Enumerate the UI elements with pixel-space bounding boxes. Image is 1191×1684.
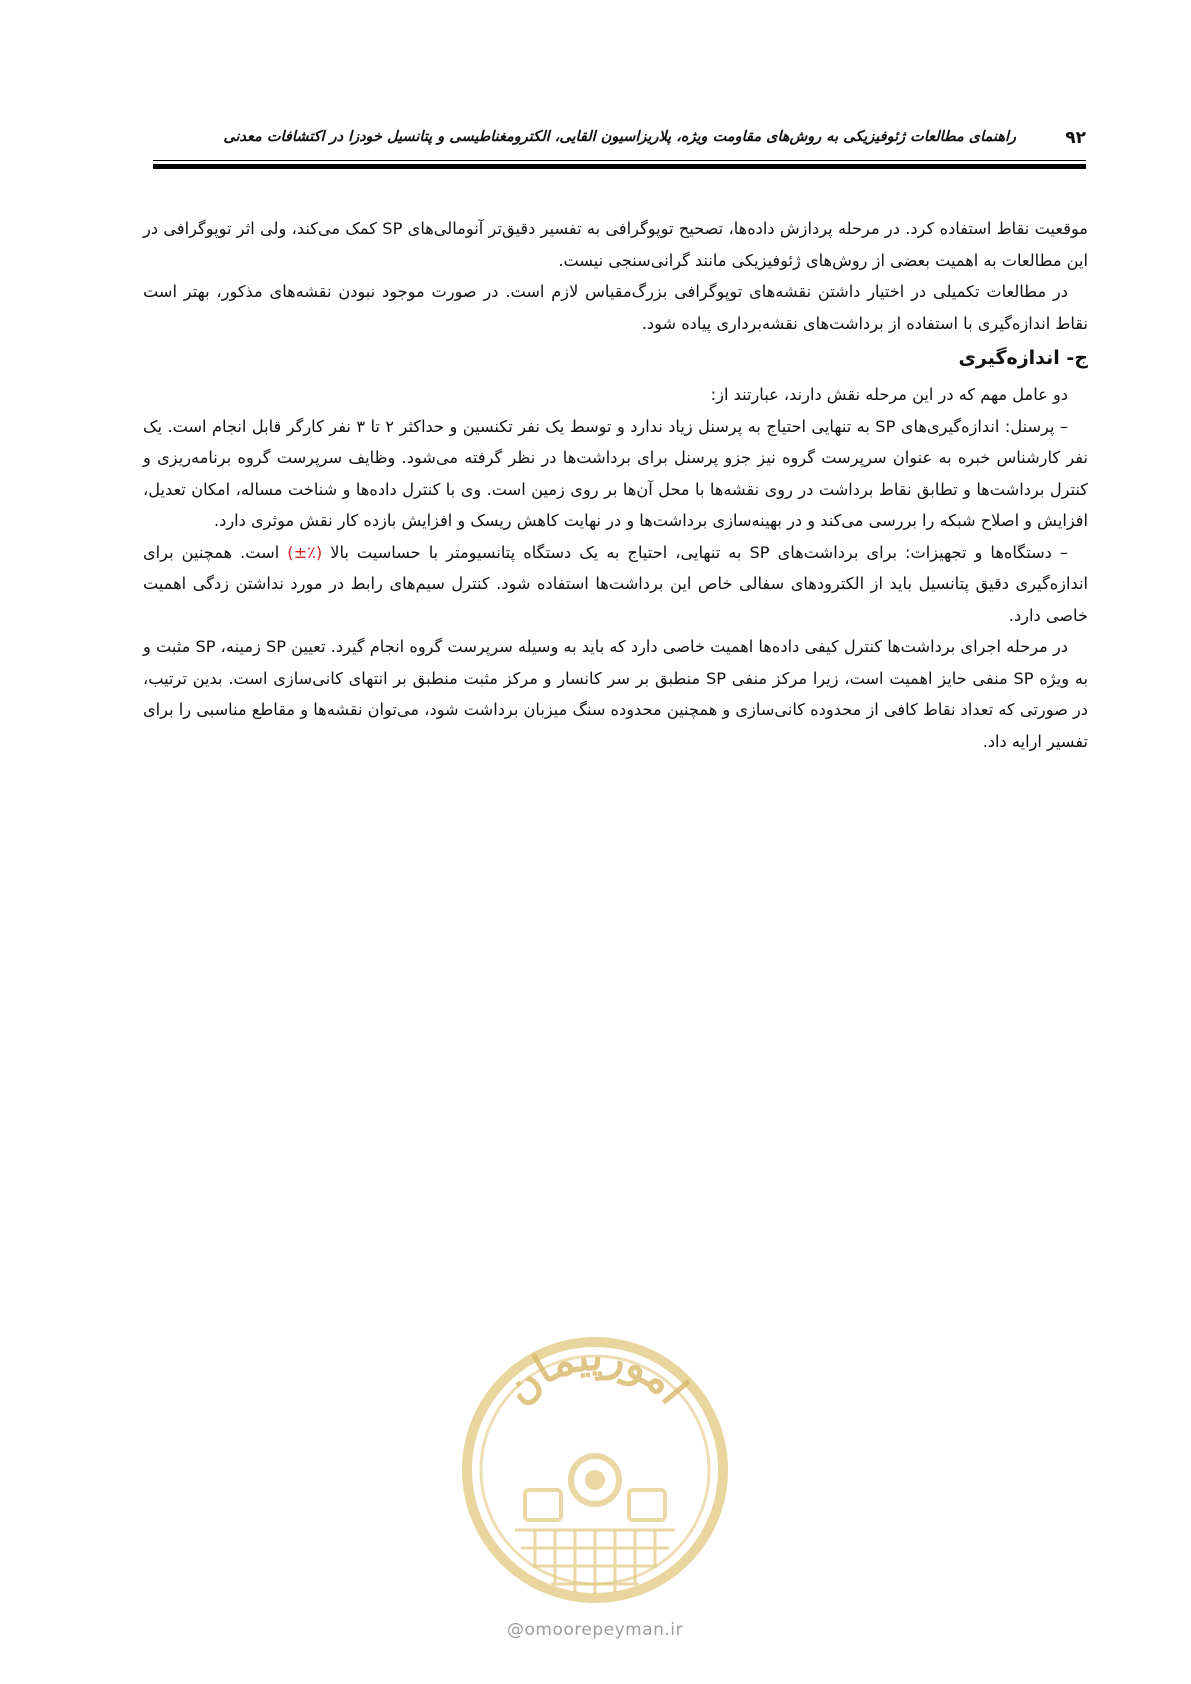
sensitivity-highlight: (٪±) <box>287 542 323 562</box>
watermark-logo-text: امورپیمان <box>494 1330 698 1414</box>
page-body <box>143 213 1088 757</box>
paragraph-equipment <box>143 537 1088 632</box>
page-number: ۹۲ <box>1065 128 1086 148</box>
watermark-logo <box>455 1330 735 1610</box>
paragraph-2: در مطالعات تکمیلی در اختیار داشتن نقشه‌های توپوگرافی بزرگ‌مقیاس لازم است. در صورت موجود نبودن نقشه‌های مذکور، بهتر است نقاط اندازه‌گیری با استفاده از برداشت‌های نقشه‌برداری پیاده شود. <box>143 282 1088 333</box>
header-rule-thin <box>153 160 1086 161</box>
section-heading: ج- اندازه‌گیری <box>958 347 1088 369</box>
paragraph-quality-control: در مرحله اجرای برداشت‌ها کنترل کیفی داده‌ها اهمیت خاصی دارد که باید به وسیله سرپرست گروه انجام گیرد. تعیین SP زمینه، SP مثبت و به ویژه SP منفی حایز اهمیت است، زیرا مرکز منفی SP منطبق بر سر کانسار و مرکز مثبت منطبق بر انتهای کانی‌سازی است. بدین ترتیب، در صورتی که تعداد نقاط کافی از محدوده کانی‌سازی و همچنین محدوده سنگ میزبان برداشت شود، می‌توان نقشه‌ها و مقاطع مناسبی را برای تفسیر ارایه داد. <box>143 637 1089 751</box>
paragraph-3: دو عامل مهم که در این مرحله نقش دارند، عبارتند از: <box>710 385 1068 404</box>
watermark-url: @omoorepeyman.ir <box>506 1620 684 1640</box>
paragraph-1: موقعیت نقاط استفاده کرد. در مرحله پردازش داده‌ها، تصحیح توپوگرافی به تفسیر دقیق‌تر آنومالی‌های SP کمک می‌کند، ولی اثر توپوگرافی در این مطالعات به اهمیت بعضی از روش‌های ژئوفیزیکی مانند گرانی‌سنجی نیست. <box>143 219 1088 270</box>
running-title: راهنمای مطالعات ژئوفیزیکی به روش‌های مقاومت ویژه، پلاریزاسیون القایی، الکترومغناطیسی و پتانسیل خودزا در اکتشافات معدنی <box>223 129 1016 145</box>
equipment-text-start: – دستگاه‌ها و تجهیزات: برای برداشت‌های SP به تنهایی، احتیاج به یک دستگاه پتانسیومتر با حساسیت بالا <box>322 542 1068 562</box>
page-header <box>153 128 1086 154</box>
paragraph-personnel: – پرسنل: اندازه‌گیری‌های SP به تنهایی احتیاج به پرسنل زیاد ندارد و توسط یک نفر تکنسین و حداکثر ۲ تا ۳ نفر کارگر قابل انجام است. یک نفر کارشناس خبره به عنوان سرپرست گروه نیز جزو پرسنل برای برداشت‌ها در نظر گرفته می‌شود. وظایف سرپرست گروه برنامه‌ریزی و کنترل برداشت‌ها و تطابق نقاط برداشت در روی نقشه‌ها با محل آن‌ها بر روی زمین است. وی با کنترل داده‌ها و شناخت مساله، امکان تعدیل، افزایش و اصلاح شبکه را بررسی می‌کند و در بهینه‌سازی برداشت‌ها و در نهایت کاهش ریسک و افزایش بازده کار نقش موثری دارد. <box>143 416 1088 530</box>
header-rule-thick <box>153 164 1086 169</box>
equipment-text-end: است. همچنین برای اندازه‌گیری دقیق پتانسیل باید از الکترودهای سفالی خاص این برداشت‌ها استفاده شود. کنترل سیم‌های رابط در مورد نداشتن زدگی اهمیت خاصی دارد. <box>143 542 1088 625</box>
